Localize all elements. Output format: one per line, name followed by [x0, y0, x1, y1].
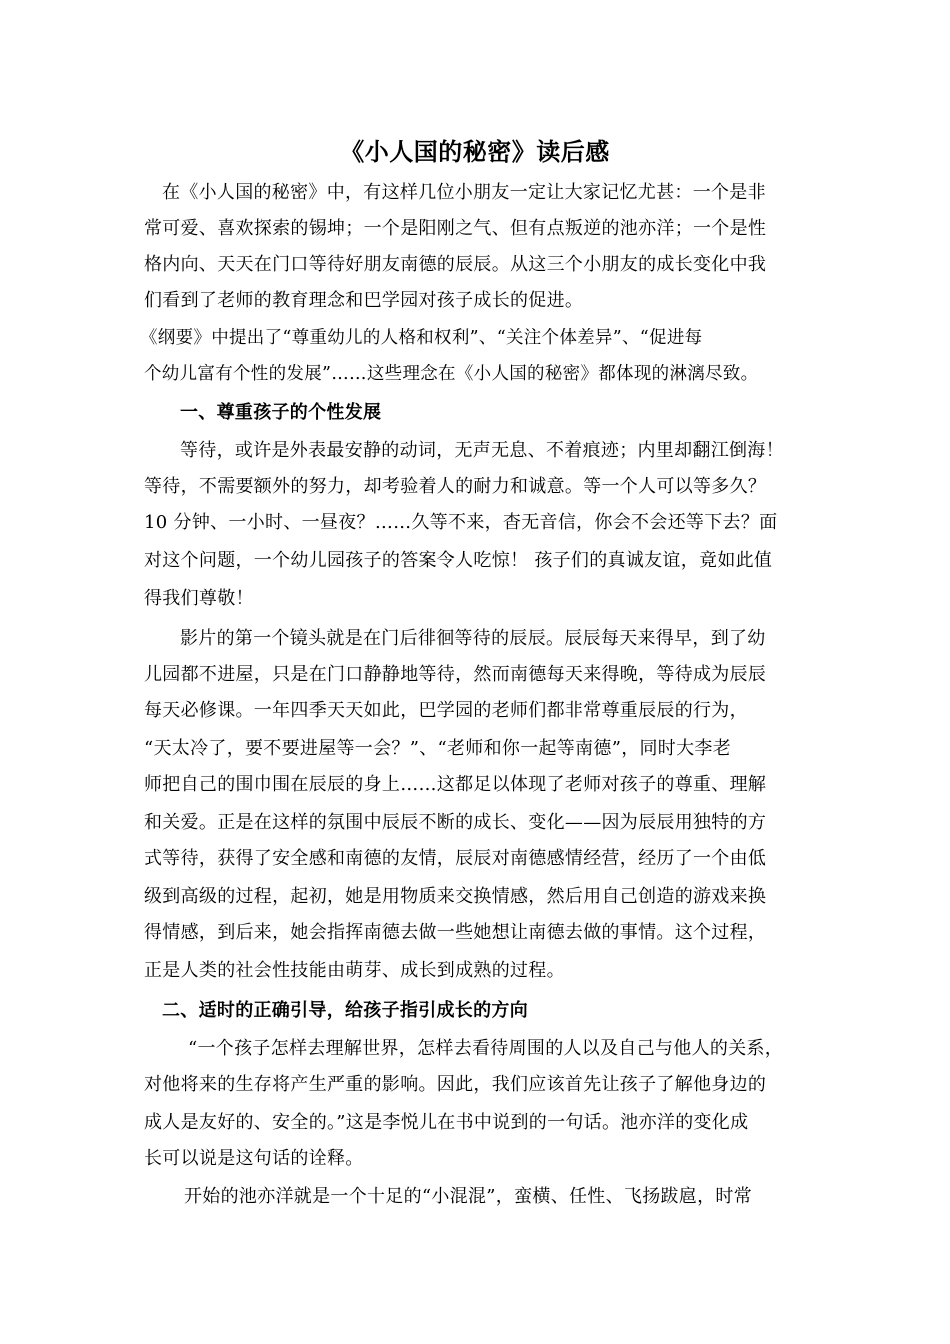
- paragraph-line: 常可爱、喜欢探索的锡坤；一个是阳刚之气、但有点叛逆的池亦洋；一个是性: [144, 218, 767, 239]
- paragraph-line: “天太冷了，要不要进屋等一会？”、“老师和你一起等南德”，同时大李老: [144, 738, 732, 759]
- paragraph-line: 成人是友好的、安全的。”这是李悦儿在书中说到的一句话。池亦洋的变化成: [144, 1112, 749, 1133]
- paragraph-line: 得我们尊敬！: [144, 588, 254, 609]
- paragraph-line: 和关爱。正是在这样的氛围中辰辰不断的成长、变化——因为辰辰用独特的方: [144, 812, 767, 833]
- section-heading-2: 二、适时的正确引导，给孩子指引成长的方向: [162, 1000, 528, 1021]
- paragraph-line: 得情感，到后来，她会指挥南德去做一些她想让南德去做的事情。这个过程，: [144, 922, 767, 943]
- paragraph-line: 每天必修课。一年四季天天如此，巴学园的老师们都非常尊重辰辰的行为，: [144, 700, 748, 721]
- paragraph-line: 《纲要》中提出了“尊重幼儿的人格和权利”、“关注个体差异”、“促进每: [140, 328, 703, 348]
- paragraph-line: 开始的池亦洋就是一个十足的“小混混”，蛮横、任性、飞扬跋扈，时常: [184, 1186, 753, 1207]
- paragraph-line: 正是人类的社会性技能由萌芽、成长到成熟的过程。: [144, 960, 565, 981]
- paragraph-line: 式等待，获得了安全感和南德的友情，辰辰对南德感情经营，经历了一个由低: [144, 848, 767, 869]
- paragraph-line: 对这个问题，一个幼儿园孩子的答案令人吃惊！ 孩子们的真诚友谊，竟如此值: [144, 550, 773, 571]
- section-heading-1: 一、尊重孩子的个性发展: [180, 402, 382, 423]
- paragraph-line: 等待，或许是外表最安静的动词，无声无息、不着痕迹；内里却翻江倒海！: [180, 440, 784, 461]
- paragraph-line: “一个孩子怎样去理解世界，怎样去看待周围的人以及自己与他人的关系，: [188, 1038, 784, 1059]
- document-title: 《小人国的秘密》读后感: [340, 137, 610, 166]
- paragraph-line: 在《小人国的秘密》中，有这样几位小朋友一定让大家记忆尤甚：一个是非: [162, 182, 766, 203]
- paragraph-line: 儿园都不进屋，只是在门口静静地等待，然而南德每天来得晚，等待成为辰辰: [144, 664, 767, 685]
- paragraph-line: 影片的第一个镜头就是在门后徘徊等待的辰辰。辰辰每天来得早，到了幼: [180, 628, 766, 649]
- paragraph-line: 长可以说是这句话的诠释。: [144, 1148, 364, 1169]
- paragraph-line: 10 分钟、一小时、一昼夜？……久等不来，杳无音信，你会不会还等下去？面: [144, 512, 778, 533]
- paragraph-line: 级到高级的过程，起初，她是用物质来交换情感，然后用自己创造的游戏来换: [144, 886, 767, 907]
- paragraph-line: 格内向、天天在门口等待好朋友南德的辰辰。从这三个小朋友的成长变化中我: [144, 254, 767, 275]
- paragraph-line: 对他将来的生存将产生严重的影响。因此，我们应该首先让孩子了解他身边的: [144, 1074, 767, 1095]
- paragraph-line: 师把自己的围巾围在辰辰的身上……这都足以体现了老师对孩子的尊重、理解: [144, 774, 767, 795]
- paragraph-line: 们看到了老师的教育理念和巴学园对孩子成长的促进。: [144, 290, 584, 311]
- paragraph-line: 等待，不需要额外的努力，却考验着人的耐力和诚意。等一个人可以等多久？: [144, 476, 767, 497]
- paragraph-line: 个幼儿富有个性的发展”……这些理念在《小人国的秘密》都体现的淋漓尽致。: [144, 364, 759, 384]
